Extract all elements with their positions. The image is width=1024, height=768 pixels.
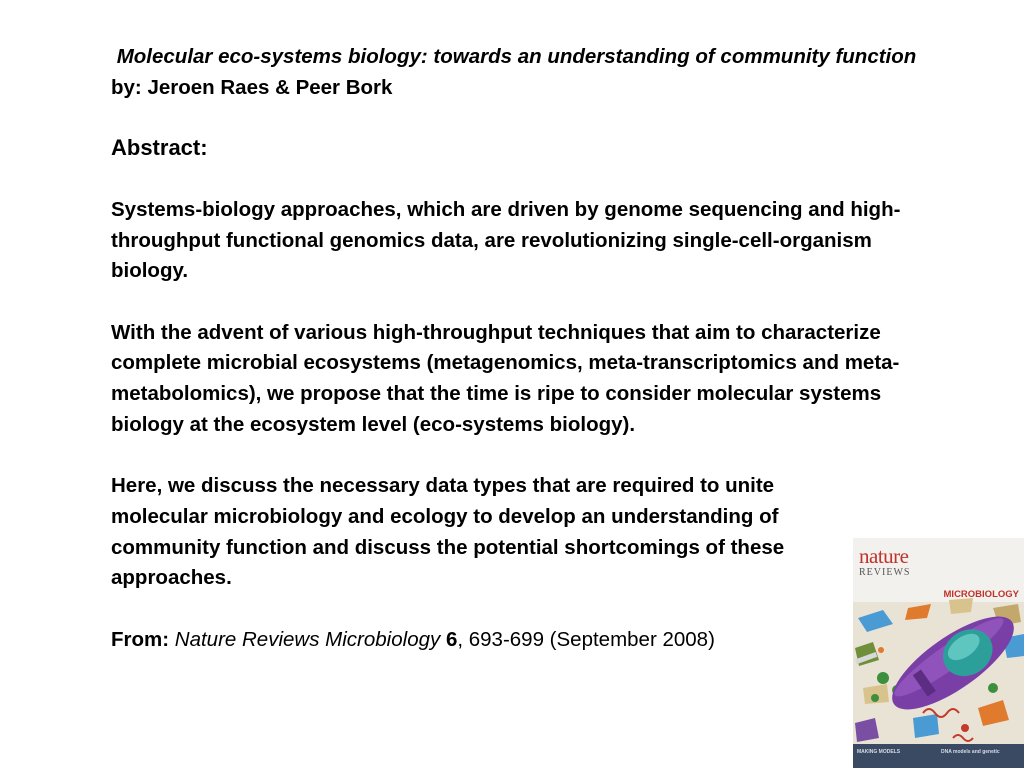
cover-journal-title: MICROBIOLOGY [943, 589, 1019, 600]
journal-cover-image [853, 538, 1024, 768]
cover-footer-right: DNA models and genetic [941, 749, 1000, 755]
source-label: From: [111, 627, 170, 651]
slide-text [111, 42, 941, 655]
source-citation [111, 625, 941, 656]
source-journal: Nature Reviews Microbiology [174, 627, 441, 651]
article-title-italic: Molecular eco-systems biology: towards an understanding of community function [116, 45, 917, 68]
source-volume: 6 [445, 627, 458, 651]
cover-brand-nature: nature [859, 544, 909, 568]
article-authors: by: Jeroen Raes & Peer Bork [111, 75, 393, 99]
cover-footer [853, 744, 1024, 768]
article-title [111, 42, 941, 103]
cover-footer-left: MAKING MODELS [857, 749, 901, 755]
abstract-heading: Abstract: [111, 135, 208, 161]
abstract-paragraph-2: With the advent of various high-throughput techniques that aim to characterize complete microbial ecosystems (metagenomics, meta-transcriptomics and meta-metabolomics), we propose that the time is ripe to consider molecular systems biology at the ecosystem level (eco-systems biology). [111, 320, 900, 436]
cover-brand-reviews: REVIEWS [859, 567, 911, 578]
source-pages-date: , 693-699 (September 2008) [457, 627, 715, 651]
abstract-paragraph-3: Here, we discuss the necessary data types that are required to unite molecular microbiology and ecology to develop an understanding of community function and discuss the potential shortcomings of these approaches. [111, 474, 785, 590]
abstract-paragraph-1: Systems-biology approaches, which are driven by genome sequencing and high-throughput functional genomics data, are revolutionizing single-cell-organism biology. [111, 197, 901, 283]
